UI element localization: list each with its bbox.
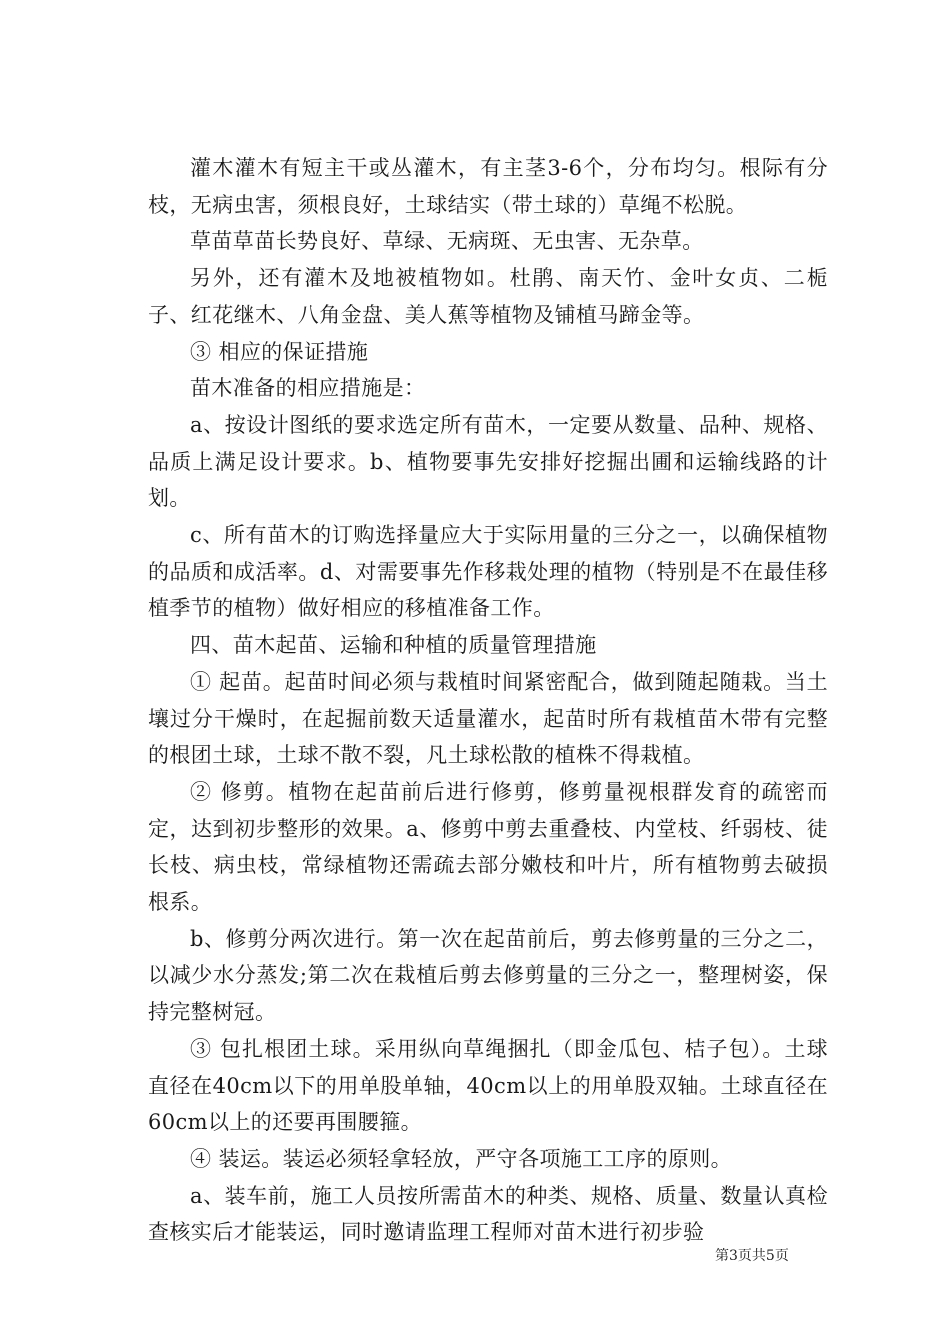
paragraph-root-ball-wrapping: ③ 包扎根团土球。采用纵向草绳捆扎（即金瓜包、桔子包）。土球直径在40cm以下的用单股单轴，40cm以上的用单股双轴。土球直径在60cm以上的还要再围腰箍。 xyxy=(148,1036,828,1135)
page-number: 第3页共5页 xyxy=(715,1248,789,1264)
paragraph-measure-c-d: c、所有苗木的订购选择量应大于实际用量的三分之一，以确保植物的品质和成活率。d、对需要事先作移栽处理的植物（特别是不在最佳移植季节的植物）做好相应的移植准备工作。 xyxy=(148,523,828,621)
paragraph-other-plants: 另外，还有灌木及地被植物如。杜鹃、南天竹、金叶女贞、二栀子、红花继木、八角金盘、美人蕉等植物及铺植马蹄金等。 xyxy=(148,266,828,327)
paragraph-pre-loading-check: a、装车前，施工人员按所需苗木的种类、规格、质量、数量认真检查核实后才能装运，同时邀请监理工程师对苗木进行初步验 xyxy=(148,1183,828,1245)
paragraph-grass-spec: 草苗草苗长势良好、草绿、无病斑、无虫害、无杂草。 xyxy=(190,229,704,254)
paragraph-pruning-two-stages: b、修剪分两次进行。第一次在起苗前后，剪去修剪量的三分之二，以减少水分蒸发;第二次在栽植后剪去修剪量的三分之一，整理树姿，保持完整树冠。 xyxy=(148,926,828,1025)
paragraph-shrub-spec: 灌木灌木有短主干或丛灌木，有主茎3-6个，分布均匀。根际有分枝，无病虫害，须根良好，土球结实（带土球的）草绳不松脱。 xyxy=(148,156,828,217)
paragraph-nursery-measures-intro: 苗木准备的相应措施是： xyxy=(190,376,426,401)
section-heading-guarantee-measures: ③ 相应的保证措施 xyxy=(190,339,369,364)
paragraph-loading: ④ 装运。装运必须轻拿轻放，严守各项施工工序的原则。 xyxy=(190,1146,733,1171)
paragraph-measure-a-b: a、按设计图纸的要求选定所有苗木，一定要从数量、品种、规格、品质上满足设计要求。b、植物要事先安排好挖掘出圃和运输线路的计划。 xyxy=(148,412,828,511)
page-body xyxy=(148,150,828,1251)
paragraph-pruning: ② 修剪。植物在起苗前后进行修剪，修剪量视根群发育的疏密而定，达到初步整形的效果。a、修剪中剪去重叠枝、内堂枝、纤弱枝、徒长枝、病虫枝，常绿植物还需疏去部分嫩枝和叶片，所有植物剪去破损根系。 xyxy=(148,779,828,915)
paragraph-lifting: ① 起苗。起苗时间必须与栽植时间紧密配合，做到随起随栽。当土壤过分干燥时，在起掘前数天适量灌水，起苗时所有栽植苗木带有完整的根团土球，土球不散不裂，凡土球松散的植株不得栽植。 xyxy=(148,669,828,768)
section-heading-quality-management: 四、苗木起苗、运输和种植的质量管理措施 xyxy=(190,633,597,658)
